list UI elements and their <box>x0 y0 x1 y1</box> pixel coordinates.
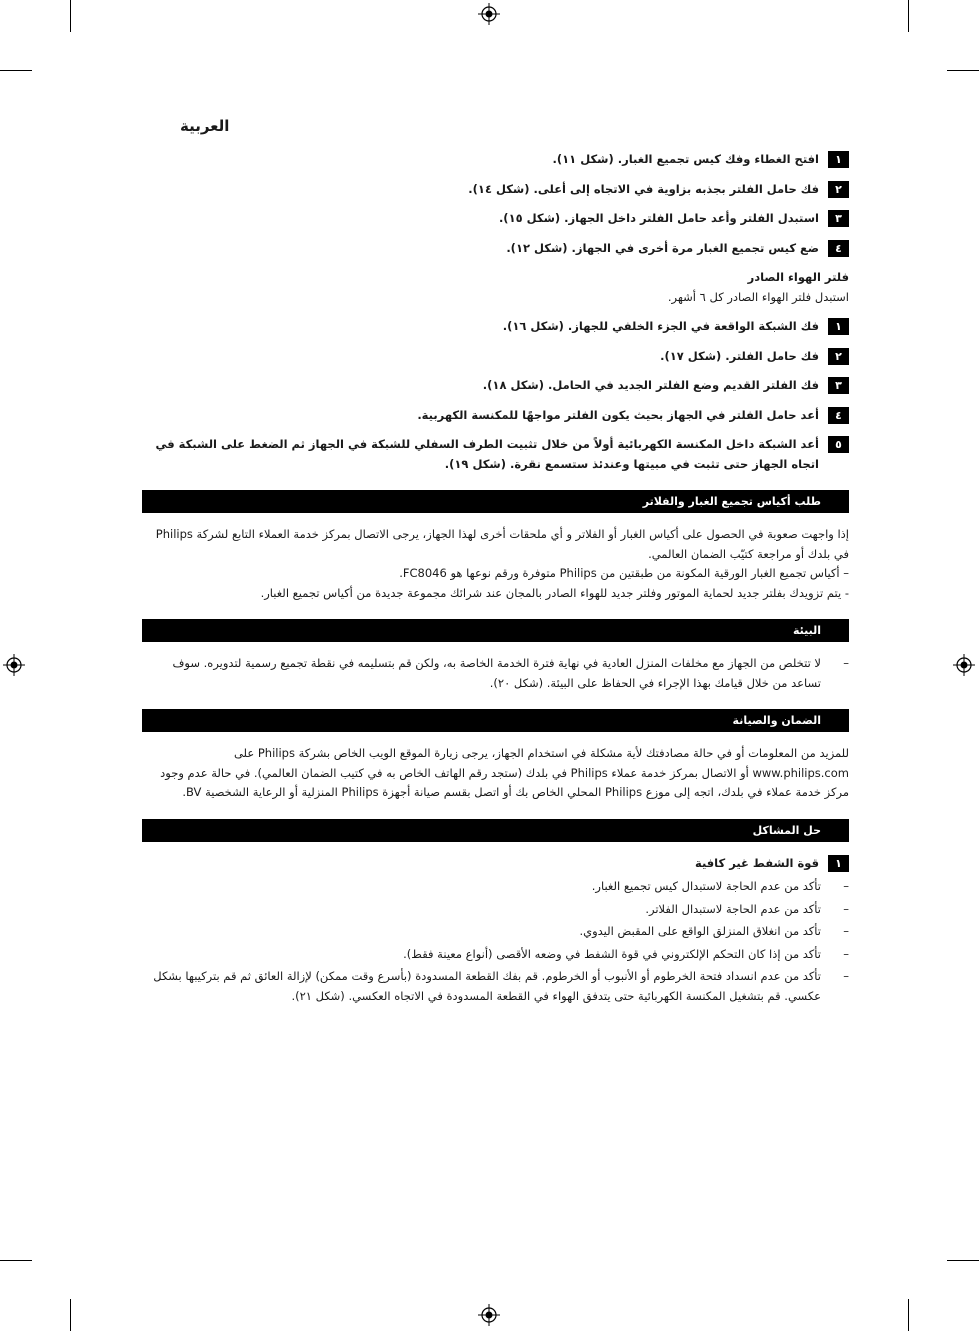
step <box>142 854 849 874</box>
exhaust-filter-section <box>142 268 849 474</box>
step-number: ١ <box>828 151 849 168</box>
registration-mark-icon <box>3 654 25 676</box>
step-number: ١ <box>828 318 849 335</box>
step <box>142 180 849 200</box>
step <box>142 209 849 229</box>
registration-mark-icon <box>478 1304 500 1326</box>
ordering-item: - يتم تزويدك بفلتر جديد لحماية الموتور وفلتر جديد للهواء الصادر بالمجان عند شرائك مجموعة جديدة من أكياس تجميع الغبار. <box>260 585 849 600</box>
troubleshooting-list <box>142 877 849 1006</box>
environment-text: لا تتخلص من الجهاز مع مخلفات المنزل العادية في نهاية فترة الخدمة الخاصة به، ولكن قم بتسليمه في نقطة تجميع رسمية لتدويره. سوف تساعد من خلال قيامك بهذا الإجراء في الحفاظ على البيئة. (شكل ٢٠). <box>172 656 821 690</box>
dash-bullet: – <box>843 656 849 670</box>
step-text: فك الشبكة الواقعة في الجزء الخلفي للجهاز. (شكل ١٦). <box>502 319 819 333</box>
step-number: ٤ <box>828 407 849 424</box>
list-item-text: تأكد من عدم الحاجة لاستبدال كيس تجميع الغبار. <box>591 879 821 893</box>
step-number: ١ <box>828 855 849 872</box>
list-item-text: تأكد من عدم الحاجة لاستبدال الفلاتر. <box>645 901 821 916</box>
registration-mark-icon <box>478 3 500 25</box>
section-header-ordering: طلب أكياس تجميع الغبار والفلاتر <box>142 490 849 513</box>
step-text: أعد الشبكة داخل المكنسة الكهربائية أولاً من خلال تثبيت الطرف السفلي للشبكة في الجهاز ثم الضغط على الشبكة في اتجاه الجهاز حتى تثبت في مبيتها وعندئذ ستسمع نقرة. (شكل ١٩). <box>155 437 819 471</box>
crop-mark <box>0 1260 32 1261</box>
exhaust-intro: استبدل فلتر الهواء الصادر كل ٦ أشهر. <box>667 289 849 304</box>
step-text: أعد حامل الفلتر في الجهاز بحيث يكون الفلتر مواجهًا للمكنسة الكهربية. <box>417 407 819 422</box>
crop-mark <box>70 0 71 32</box>
step-number: ٢ <box>828 348 849 365</box>
ordering-section <box>142 525 849 603</box>
step <box>142 406 849 426</box>
step-text: ضع كيس تجميع الغبار مرة أخرى في الجهاز. (شكل ١٢). <box>506 240 819 255</box>
page-content <box>142 150 849 1009</box>
filter-steps <box>142 150 849 258</box>
guarantee-text: للمزيد من المعلومات أو في حالة مصادفتك لأية مشكلة في استخدام الجهاز، يرجى زيارة الموقع الويب الخاص بشركة Philips على www.philips.com أو الاتصال بمركز خدمة عملاء Philips في بلدك (ستجد رقم الهاتف الخاص به في كتيب الضمان العالمي). في حالة عدم وجود مركز خدمة عملاء في بلدك، اتجه إلى موزع Philips المحلي الخاص بك أو اتصل بقسم صيانة أجهزة Philips المنزلية أو الرعاية الشخصية BV. <box>160 746 849 799</box>
step-number: ٣ <box>828 377 849 394</box>
step-text: استبدل الفلتر وأعد حامل الفلتر داخل الجهاز. (شكل ١٥). <box>498 211 819 225</box>
list-item <box>142 922 849 942</box>
exhaust-heading: فلتر الهواء الصادر <box>747 270 849 284</box>
step-number: ٥ <box>828 436 849 453</box>
list-item-text: تأكد من إذا كان التحكم الإلكتروني في قوة الشفط في وضعه الأقصى (أنواع معينة فقط). <box>403 946 821 961</box>
list-item <box>142 877 849 897</box>
list-item <box>142 945 849 965</box>
dash-bullet: – <box>843 879 849 893</box>
list-item-text: تأكد من انغلاق المنزلق الواقع على المقبض اليدوي. <box>579 924 821 938</box>
registration-mark-icon <box>953 654 975 676</box>
dash-bullet: – <box>843 946 849 961</box>
step <box>142 150 849 170</box>
step-text: فك حامل الفلتر بجذبه بزاوية في الاتجاه إلى أعلى. (شكل ١٤). <box>468 181 819 196</box>
step <box>142 376 849 396</box>
crop-mark <box>947 1260 979 1261</box>
crop-mark <box>908 0 909 32</box>
crop-mark <box>908 1299 909 1331</box>
step <box>142 317 849 337</box>
list-item <box>142 967 849 1006</box>
crop-mark <box>0 70 32 71</box>
dash-bullet: – <box>843 901 849 916</box>
step-text: افتح الغطاء وفك كيس تجميع الغبار. (شكل ١١). <box>552 152 819 166</box>
language-title: العربية <box>180 117 230 135</box>
step <box>142 347 849 367</box>
list-item-text: تأكد من عدم انسداد فتحة الخرطوم أو الأنبوب أو الخرطوم. قم بفك القطعة المسدودة (بأسرع وقت ممكن) لإزالة العائق ثم قم بتركيبها بشكل عكسي. قم بتشغيل المكنسة الكهربائية حتى يتدفق الهواء في القطعة المسدودة في الاتجاه العكسي. (شكل ٢١). <box>153 969 821 1003</box>
dash-bullet: – <box>843 924 849 938</box>
step <box>142 239 849 259</box>
step <box>142 435 849 474</box>
step-text: فك الفلتر القديم وضع الفلتر الجديد في الحامل. (شكل ١٨). <box>482 378 819 392</box>
crop-mark <box>947 70 979 71</box>
environment-item <box>142 654 849 693</box>
dash-bullet: – <box>843 969 849 983</box>
ordering-intro: إذا واجهت صعوبة في الحصول على أكياس الغبار أو الفلاتر و أي ملحقات أخرى لهذا الجهاز، يرجى الاتصال بمركز خدمة العملاء التابع لشركة Philips في بلدك أو مراجعة كتيّب الضمان العالمي. <box>155 527 849 561</box>
section-header-guarantee: الضمان والصيانة <box>142 709 849 732</box>
list-item <box>142 900 849 920</box>
section-header-troubleshooting: حل المشاكل <box>142 819 849 842</box>
step-number: ٢ <box>828 181 849 198</box>
crop-mark <box>70 1299 71 1331</box>
section-header-environment: البيئة <box>142 619 849 642</box>
step-text: قوة الشفط غير كافية <box>694 855 819 870</box>
step-number: ٣ <box>828 210 849 227</box>
ordering-item: – أكياس تجميع الغبار الورقية المكونة من طبقتين من Philips متوفرة ورقم نوعها هو FC8046. <box>399 566 849 580</box>
step-number: ٤ <box>828 240 849 257</box>
step-text: فك حامل الفلتر. (شكل ١٧). <box>660 348 819 363</box>
